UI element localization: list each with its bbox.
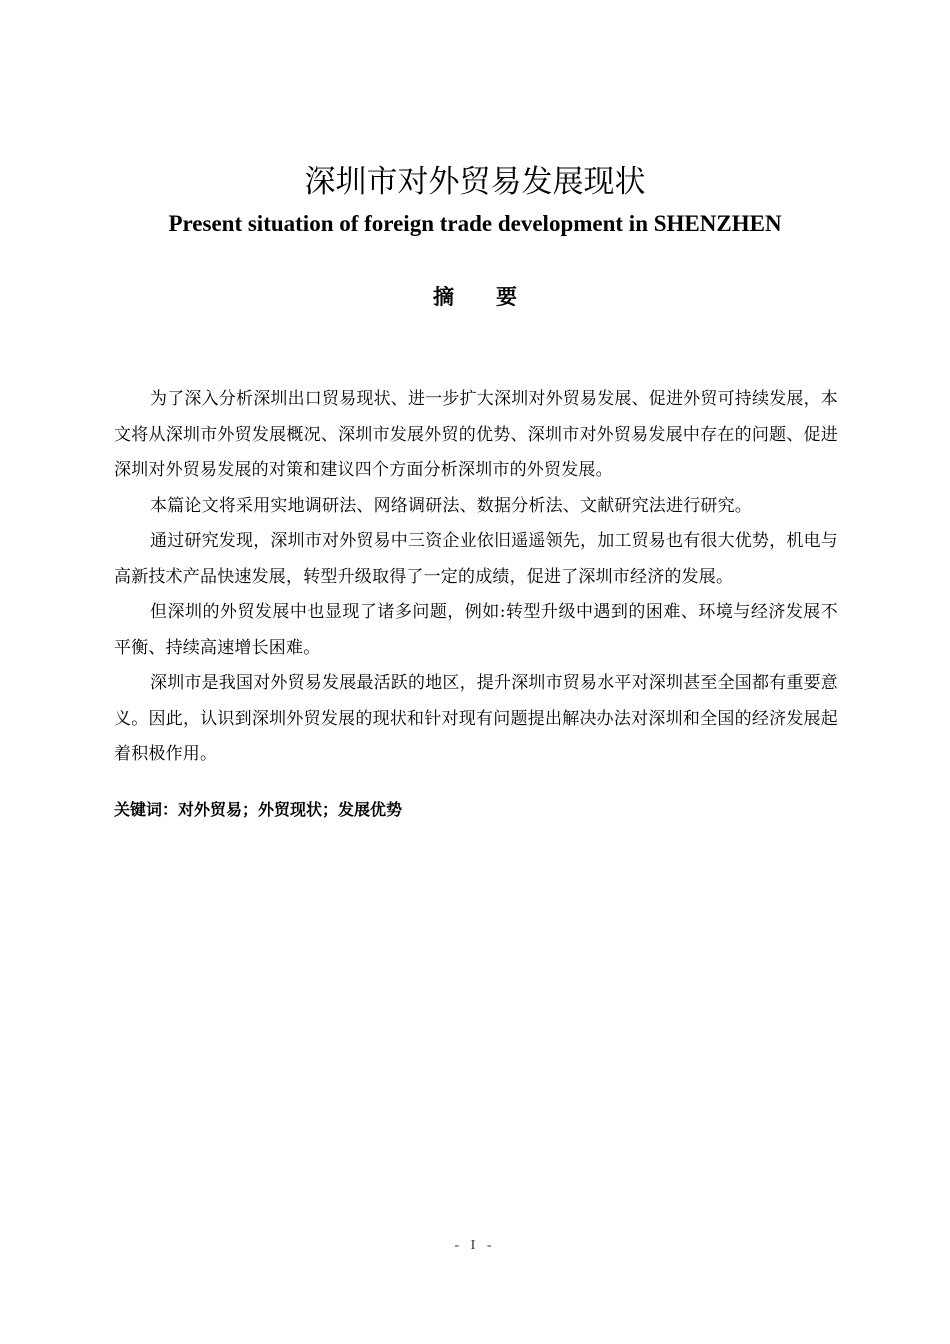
- abstract-paragraph: 但深圳的外贸发展中也显现了诸多问题，例如:转型升级中遇到的困难、环境与经济发展不平衡、持续高速增长困难。: [114, 602, 838, 658]
- abstract-paragraph: 为了深入分析深圳出口贸易现状、进一步扩大深圳对外贸易发展、促进外贸可持续发展，本文将从深圳市外贸发展概况、深圳市发展外贸的优势、深圳市对外贸易发展中存在的问题、促进深圳对外贸易发展的对策和建议四个方面分析深圳市的外贸发展。: [114, 389, 838, 480]
- abstract-paragraph: 本篇论文将采用实地调研法、网络调研法、数据分析法、文献研究法进行研究。: [150, 495, 752, 516]
- abstract-body: [114, 382, 838, 773]
- title-english: Present situation of foreign trade development in SHENZHEN: [168, 211, 782, 236]
- abstract-paragraph: 通过研究发现，深圳市对外贸易中三资企业依旧遥遥领先，加工贸易也有很大优势，机电与高新技术产品快速发展，转型升级取得了一定的成绩，促进了深圳市经济的发展。: [114, 531, 838, 587]
- page-number: - I -: [454, 1238, 496, 1253]
- title-chinese: 深圳市对外贸易发展现状: [304, 164, 646, 200]
- abstract-heading: 摘要: [433, 285, 559, 309]
- abstract-paragraph: 深圳市是我国对外贸易发展最活跃的地区，提升深圳市贸易水平对深圳甚至全国都有重要意义。因此，认识到深圳外贸发展的现状和针对现有问题提出解决办法对深圳和全国的经济发展起着积极作用。: [114, 673, 838, 764]
- keywords: 关键词：对外贸易；外贸现状；发展优势: [114, 800, 403, 819]
